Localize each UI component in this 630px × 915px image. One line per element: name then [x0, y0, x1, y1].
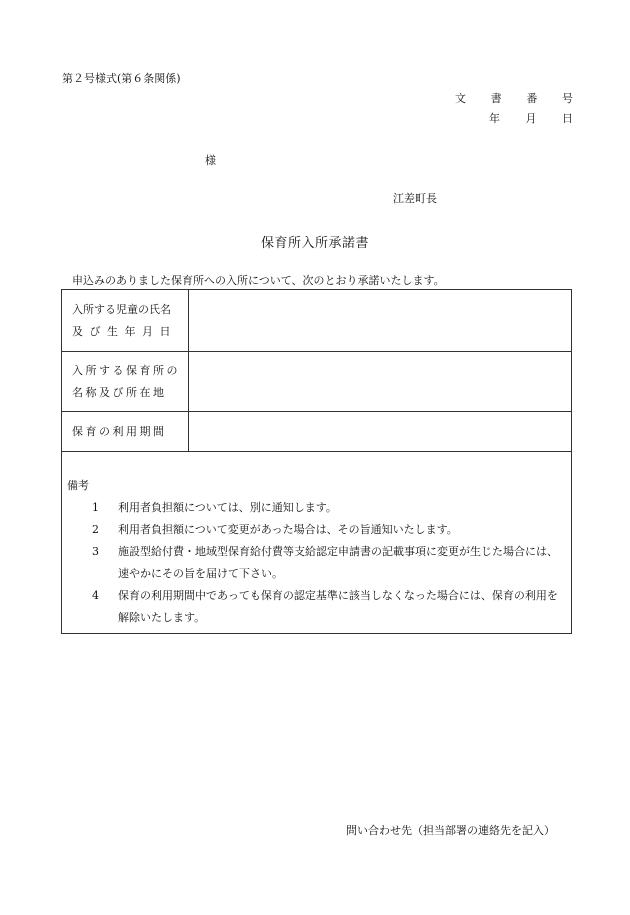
date-field [489, 110, 573, 126]
label-cell [62, 290, 189, 351]
child-name-birthdate-value[interactable] [189, 290, 571, 351]
remarks-section [62, 452, 571, 633]
remarks-title: 備考 [67, 479, 89, 492]
remarks-list [90, 497, 568, 629]
label-cell [62, 352, 189, 411]
date-month-label: 月 [525, 112, 537, 125]
remark-text: 施設型給付費・地域型保育給付費等支給認定申請書の記載事項に変更が生じた場合には、速やかにその旨を届けて下さい。 [118, 545, 558, 580]
approval-table [61, 289, 572, 634]
label-line: 入所する保育所の [72, 363, 180, 377]
remark-item [90, 519, 568, 541]
remark-item [90, 541, 568, 585]
facility-name-address-value[interactable] [189, 352, 571, 411]
table-row-child-info [62, 290, 571, 352]
label-cell [62, 412, 189, 451]
doc-number-char: 番 [526, 92, 538, 105]
remark-number: 2 [92, 523, 99, 536]
date-year-label: 年 [489, 112, 500, 125]
remark-number: 1 [92, 501, 99, 514]
doc-number-char: 号 [561, 92, 573, 105]
document-title: 保育所入所承諾書 [260, 236, 369, 251]
document-number-field [455, 90, 573, 106]
form-number: 第２号様式(第６条関係) [62, 72, 181, 85]
label-line: 保育の利用期間 [72, 424, 167, 438]
contact-note: 問い合わせ先（担当部署の連絡先を記入） [346, 824, 555, 837]
remark-text: 利用者負担額については、別に通知します。 [118, 501, 337, 514]
table-row-facility-info [62, 352, 571, 412]
table-row-usage-period [62, 412, 571, 452]
remark-number: 4 [92, 589, 99, 602]
usage-period-value[interactable] [189, 412, 571, 451]
doc-number-char: 書 [490, 92, 502, 105]
remark-text: 利用者負担額について変更があった場合は、その旨通知いたします。 [118, 523, 458, 536]
addressee-honorific: 様 [205, 154, 216, 167]
doc-number-char: 文 [455, 92, 466, 105]
label-line: 入所する児童の氏名 [72, 302, 171, 316]
issuer-name: 江差町長 [393, 192, 437, 205]
label-line: 名称及び所在地 [72, 385, 167, 399]
date-day-label: 日 [562, 112, 573, 125]
remark-text: 保育の利用期間中であっても保育の認定基準に該当しなくなった場合には、保育の利用を解除いたします。 [118, 589, 558, 624]
remark-item [90, 585, 568, 629]
intro-text: 申込みのありました保育所への入所について、次のとおり承諾いたします。 [72, 274, 445, 287]
remark-item [90, 497, 568, 519]
remark-number: 3 [92, 545, 99, 558]
label-line: 及び生年月日 [72, 324, 177, 338]
